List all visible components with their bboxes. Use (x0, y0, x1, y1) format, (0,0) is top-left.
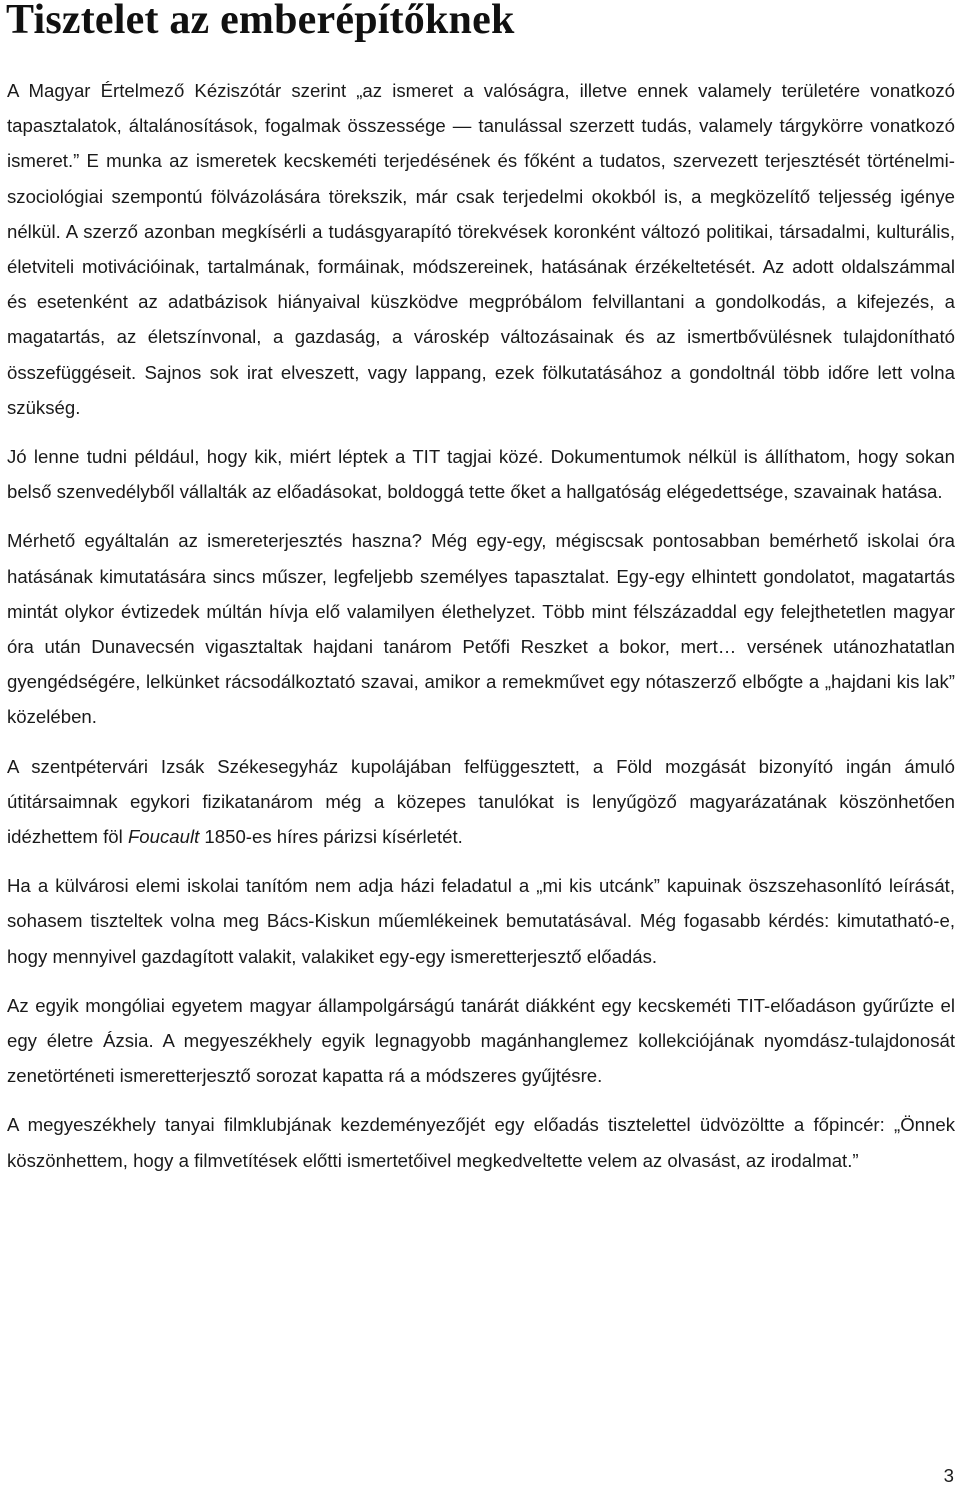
page-number: 3 (943, 1465, 954, 1486)
italic-text: Foucault (127, 826, 200, 848)
paragraph-3: Mérhető egyáltalán az ismereterjesztés haszna? Még egy-egy, mégiscsak pontosabban bemérhető iskolai óra hatásának kimutatására sincs műszer, legfeljebb személyes tapasztalat. Egy-egy elhintett gondolatot, magatartás mintát olykor évtizedek múltán hívja elő valamilyen élethelyzet. Több mint félszázaddal egy felejthetetlen magyar óra után Dunavecsén vigasztaltak hajdani tanárom Petőfi Reszket a bokor, mert… versének utánozhatatlan gyengédségére, lelkünket rácsodálkoztató szavai, amikor a remekművet egy nótaszerző elbőgte a „hajdani kis lak” közelében. (7, 530, 955, 728)
paragraph-5: Ha a külvárosi elemi iskolai tanítóm nem adja házi feladatul a „mi kis utcánk” kapuinak öszszehasonlító leírását, sohasem tiszteltek volna meg Bács-Kiskun műemlékeinek bemutatásával. Még fogasabb kérdés: kimutatható-e, hogy mennyivel gazdagított valakit, valakiket egy-egy ismeretterjesztő előadás. (7, 875, 955, 967)
paragraph-1: A Magyar Értelmező Kéziszótár szerint „az ismeret a valóságra, illetve ennek valamely területére vonatkozó tapasztalatok, általánosítások, fogalmak összessége — tanulással szerzett tudás, valamely tárgykörre vonatkozó ismeret.” E munka az ismeretek kecskeméti terjedésének és főként a tudatos, szervezett terjesztését történelmi-szociológiai szempontú fölvázolására törekszik, már csak terjedelmi okokból is, a megközelítő teljesség igénye nélkül. A szerző azonban megkísérli a tudásgyarapító törekvések koronként változó politikai, társadalmi, kulturális, életviteli motivációinak, tartalmának, formáinak, módszereinek, hatásának érzékeltetését. Az adott oldalszámmal és esetenként az adatbázisok hiányaival küszködve megpróbálom felvillantani a gondolkodás, a kifejezés, a magatartás, az életszínvonal, a gazdaság, a városkép változásainak és az ismertbővülésnek tulajdonítható összefüggéseit. Sajnos sok irat elveszett, vagy lappang, ezek fölkutatásához a gondoltnál több időre lett volna szükség. (7, 80, 955, 418)
paragraph-6: Az egyik mongóliai egyetem magyar állampolgárságú tanárát diákként egy kecskeméti TIT-előadáson gyűrűzte el egy életre Ázsia. A megyeszékhely egyik legnagyobb magánhanglemez kollekciójának nyomdász-tulajdonosát zenetörténeti ismeretterjesztő sorozat kapatta rá a módszeres gyűjtésre. (7, 994, 955, 1087)
paragraph-4: A szentpétervári Izsák Székesegyház kupolájában felfüggesztett, a Föld mozgását bizonyító ingán ámuló útitársaimnak egykori fizikatanárom még a közepes tanulókat is lenyűgöző magyarázatának köszönhetően idézhettem föl Foucault 1850-es híres párizsi kísérletét. (7, 755, 955, 848)
paragraph-7: A megyeszékhely tanyai filmklubjának kezdeményezőjét egy előadás tisztelettel üdvözöltte a főpincér: „Önnek köszönhettem, hogy a filmvetítések előtti ismertetőivel megkedveltette velem az olvasást, az irodalmat.” (7, 1114, 955, 1171)
body-text (7, 73, 955, 1192)
page-title: Tisztelet az emberépítőknek (6, 0, 515, 43)
paragraph-2: Jó lenne tudni például, hogy kik, miért léptek a TIT tagjai közé. Dokumentumok nélkül is állíthatom, hogy sokan belső szenvedélyből vállalták az előadásokat, boldoggá tette őket a hallgatóság elégedettsége, szavainak hatása. (7, 446, 955, 503)
